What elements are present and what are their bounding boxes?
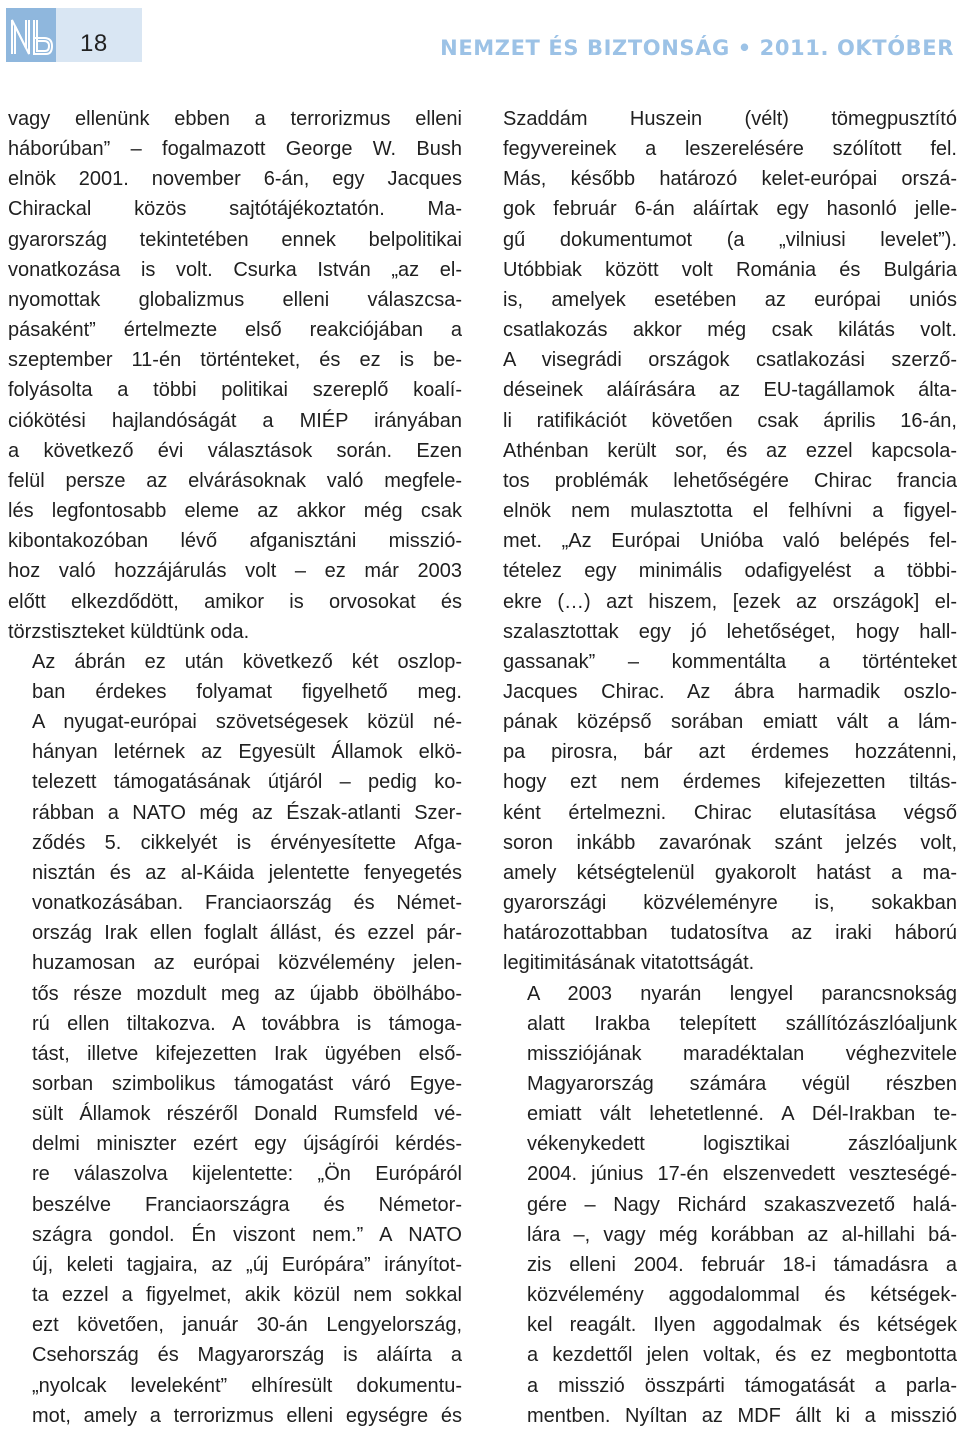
text-line: tos problémák lehetőségére Chirac francia bbox=[503, 469, 957, 492]
text-line: háborúban” – fogalmazott George W. Bush bbox=[8, 138, 462, 161]
text-line: elnök nem mulasztotta el felhívni a figyel- bbox=[503, 500, 957, 523]
text-line: gére – Nagy Richárd szakaszvezető halá- bbox=[527, 1193, 957, 1216]
text-line: gok február 6-án aláírtak egy hasonló jelle- bbox=[503, 198, 957, 221]
text-line: vonatkozása is volt. Csurka István „az el- bbox=[8, 258, 462, 281]
paragraph bbox=[8, 104, 462, 647]
text-line: Magyarország számára végül részben bbox=[527, 1073, 957, 1095]
paragraph bbox=[8, 647, 462, 1431]
text-line: fegyvereinek a leszerelésére szólított fel. bbox=[503, 138, 957, 161]
text-line: ciókötési hajlandóságát a MIÉP irányában bbox=[8, 409, 462, 432]
text-line: Szaddám Huszein (vélt) tömegpusztító bbox=[503, 108, 957, 130]
text-line: beszélve Franciaországra és Németor- bbox=[32, 1193, 462, 1216]
paragraph bbox=[503, 979, 957, 1431]
text-line: előtt elkezdődött, amikor is orvosokat és bbox=[8, 590, 462, 613]
left-column bbox=[8, 104, 462, 1431]
text-line: ződés 5. cikkelyét is érvényesítette Afga- bbox=[32, 831, 462, 854]
text-line: A nyugat-európai szövetségesek közül né- bbox=[32, 711, 462, 734]
text-line: lés legfontosabb eleme az akkor még csak bbox=[8, 500, 462, 523]
running-title: NEMZET ÉS BIZTONSÁG • 2011. OKTÓBER bbox=[440, 36, 954, 60]
text-line: ta ezzel a figyelmet, akik közül nem sokkal bbox=[32, 1284, 462, 1307]
text-line: „nyolcak leveleként” elhíresült dokumentu- bbox=[32, 1374, 462, 1397]
text-line: li ratifikációt követően csak április 16-án, bbox=[503, 409, 957, 432]
text-line: vékenykedett logisztikai zászlóaljunk bbox=[527, 1133, 957, 1156]
right-column bbox=[503, 104, 957, 1431]
text-line: Csehország és Magyarország is aláírta a bbox=[32, 1344, 462, 1367]
text-line: folyásolta a többi politikai szereplő koalí- bbox=[8, 379, 462, 402]
page-number: 18 bbox=[80, 30, 108, 57]
text-line: telezett támogatásának útjáról – pedig ko- bbox=[32, 771, 462, 794]
text-line: csatlakozás akkor még csak kilátás volt. bbox=[503, 319, 957, 342]
text-line: ezt követően, január 30-án Lengyelország, bbox=[32, 1314, 462, 1337]
text-line: közvélemény aggodalommal és kétségek- bbox=[527, 1284, 957, 1307]
text-line: a következő évi választások során. Ezen bbox=[8, 439, 462, 462]
text-line: nyomottak globalizmus elleni válaszcsa- bbox=[8, 288, 462, 311]
text-line: is, amelyek esetében az európai uniós bbox=[503, 288, 957, 311]
text-line: szágra gondol. Én viszont nem.” A NATO bbox=[32, 1223, 462, 1246]
text-line: kel reagált. Ilyen aggodalmak és kétségek bbox=[527, 1314, 957, 1337]
text-line: emiatt vált lehetetlenné. A Dél-Irakban te- bbox=[527, 1103, 957, 1126]
text-line: delmi miniszter ezért egy újságírói kérdés- bbox=[32, 1133, 462, 1156]
text-line: pa pirosra, bár azt érdemes hozzátenni, bbox=[503, 741, 957, 764]
text-line: hoz való hozzájárulás volt – ez már 2003 bbox=[8, 560, 462, 583]
text-line: tős része mozdult meg az újabb öbölhábo- bbox=[32, 982, 462, 1005]
text-line: Jacques Chirac. Az ábra harmadik oszlo- bbox=[503, 680, 957, 703]
text-line: soron inkább zavarónak szánt jelzés volt, bbox=[503, 831, 957, 854]
page-header bbox=[0, 0, 960, 92]
text-line: zis elleni 2004. február 18-i támadásra a bbox=[527, 1253, 957, 1276]
text-line: ban érdekes folyamat figyelhető meg. bbox=[32, 680, 462, 703]
text-line: szeptember 11-én történteket, és ez is be- bbox=[8, 349, 462, 372]
text-line: Athénban került sor, és az ezzel kapcsola- bbox=[503, 439, 957, 462]
text-line: felül persze az elvárásoknak való megfele- bbox=[8, 469, 462, 492]
text-line: szalasztottak egy jó lehetőséget, hogy hall- bbox=[503, 620, 957, 643]
text-line: huzamosan az európai közvélemény jelen- bbox=[32, 952, 462, 975]
text-line: gyarországi közvéleményre is, sokakban bbox=[503, 892, 957, 915]
text-line: mentben. Nyíltan az MDF állt ki a misszió bbox=[527, 1404, 957, 1427]
text-line: vagy ellenünk ebben a terrorizmus elleni bbox=[8, 108, 462, 130]
text-line: hányan letérnek az Egyesült Államok elkö- bbox=[32, 741, 462, 764]
text-line: rábban a NATO még az Észak-atlanti Szer- bbox=[32, 801, 462, 824]
text-line: mot, amely a terrorizmus elleni egységre és bbox=[32, 1404, 462, 1427]
text-line: a misszió összpárti támogatását a parla- bbox=[527, 1374, 957, 1397]
text-line: amely kétségtelenül gyakorolt hatást a ma- bbox=[503, 861, 957, 884]
text-line: ország Irak ellen foglalt állást, és ezzel pár- bbox=[32, 922, 462, 945]
text-line: re válaszolva kijelentette: „Ön Európáról bbox=[32, 1163, 462, 1186]
text-line: pának középső sorában emiatt vált a lám- bbox=[503, 711, 957, 734]
text-line: nisztán és az al-Káida jelentette fenyegetés bbox=[32, 861, 462, 884]
text-line: Utóbbiak között volt Románia és Bulgária bbox=[503, 258, 957, 281]
text-line: törzstiszteket küldtünk oda. bbox=[8, 620, 250, 643]
text-line: missziójának maradéktalan véghezvitele bbox=[527, 1042, 957, 1065]
text-line: gyarország tekintetében ennek belpolitikai bbox=[8, 228, 462, 251]
journal-logo bbox=[6, 8, 56, 62]
text-line: alatt Irakba telepített szállítózászlóaljunk bbox=[527, 1012, 957, 1035]
text-line: rú ellen tiltakozva. A továbbra is támoga- bbox=[32, 1012, 462, 1035]
text-line: hogy ezt nem érdemes kifejezetten tiltás- bbox=[503, 771, 957, 794]
text-line: pásaként” értelmezte első reakciójában a bbox=[8, 319, 462, 342]
text-line: met. „Az Európai Unióba való belépés fel- bbox=[503, 530, 957, 553]
nb-logo-icon bbox=[6, 8, 56, 62]
text-line: határozottabban tudatosítva az iraki háború bbox=[503, 922, 957, 945]
text-line: A visegrádi országok csatlakozási szerző- bbox=[503, 349, 957, 372]
text-line: vonatkozásában. Franciaország és Német- bbox=[32, 892, 462, 915]
text-line: ekre (…) azt hiszem, [ezek az országok] el- bbox=[503, 590, 957, 613]
text-line: lára –, vagy még korábban az al-hillahi bá- bbox=[527, 1223, 957, 1246]
text-line: gű dokumentumot (a „vilniusi levelet”). bbox=[503, 228, 957, 251]
text-line: Más, később határozó kelet-európai orszá- bbox=[503, 168, 957, 191]
text-line: elnök 2001. november 6-án, egy Jacques bbox=[8, 168, 462, 191]
text-line: 2004. június 17-én elszenvedett veszteségé- bbox=[527, 1163, 957, 1186]
text-line: a kezdettől jelen voltak, és ez megbontotta bbox=[527, 1344, 957, 1367]
text-line: új, keleti tagjaira, az „új Európára” irányítot- bbox=[32, 1253, 462, 1276]
text-line: tást, illetve kifejezetten Irak ügyében első- bbox=[32, 1042, 462, 1065]
text-line: tételez egy minimális odafigyelést a többi- bbox=[503, 560, 957, 583]
text-line: sült Államok részéről Donald Rumsfeld vé- bbox=[32, 1103, 462, 1126]
text-line: ként értelmezni. Chirac elutasítása végső bbox=[503, 801, 957, 824]
paragraph bbox=[503, 104, 957, 979]
text-line: déseinek aláírására az EU-tagállamok álta- bbox=[503, 379, 957, 402]
text-line: A 2003 nyarán lengyel parancsnokság bbox=[527, 982, 957, 1005]
text-line: legitimitásának vitatottságát. bbox=[503, 952, 755, 975]
text-line: Az ábrán ez után következő két oszlop- bbox=[32, 650, 462, 673]
text-line: gassanak” – kommentálta a történteket bbox=[503, 650, 957, 673]
text-line: Chirackal közös sajtótájékoztatón. Ma- bbox=[8, 198, 462, 221]
text-line: sorban szimbolikus támogatást váró Egye- bbox=[32, 1073, 462, 1095]
text-line: kibontakozóban lévő afganisztáni misszió- bbox=[8, 530, 462, 553]
